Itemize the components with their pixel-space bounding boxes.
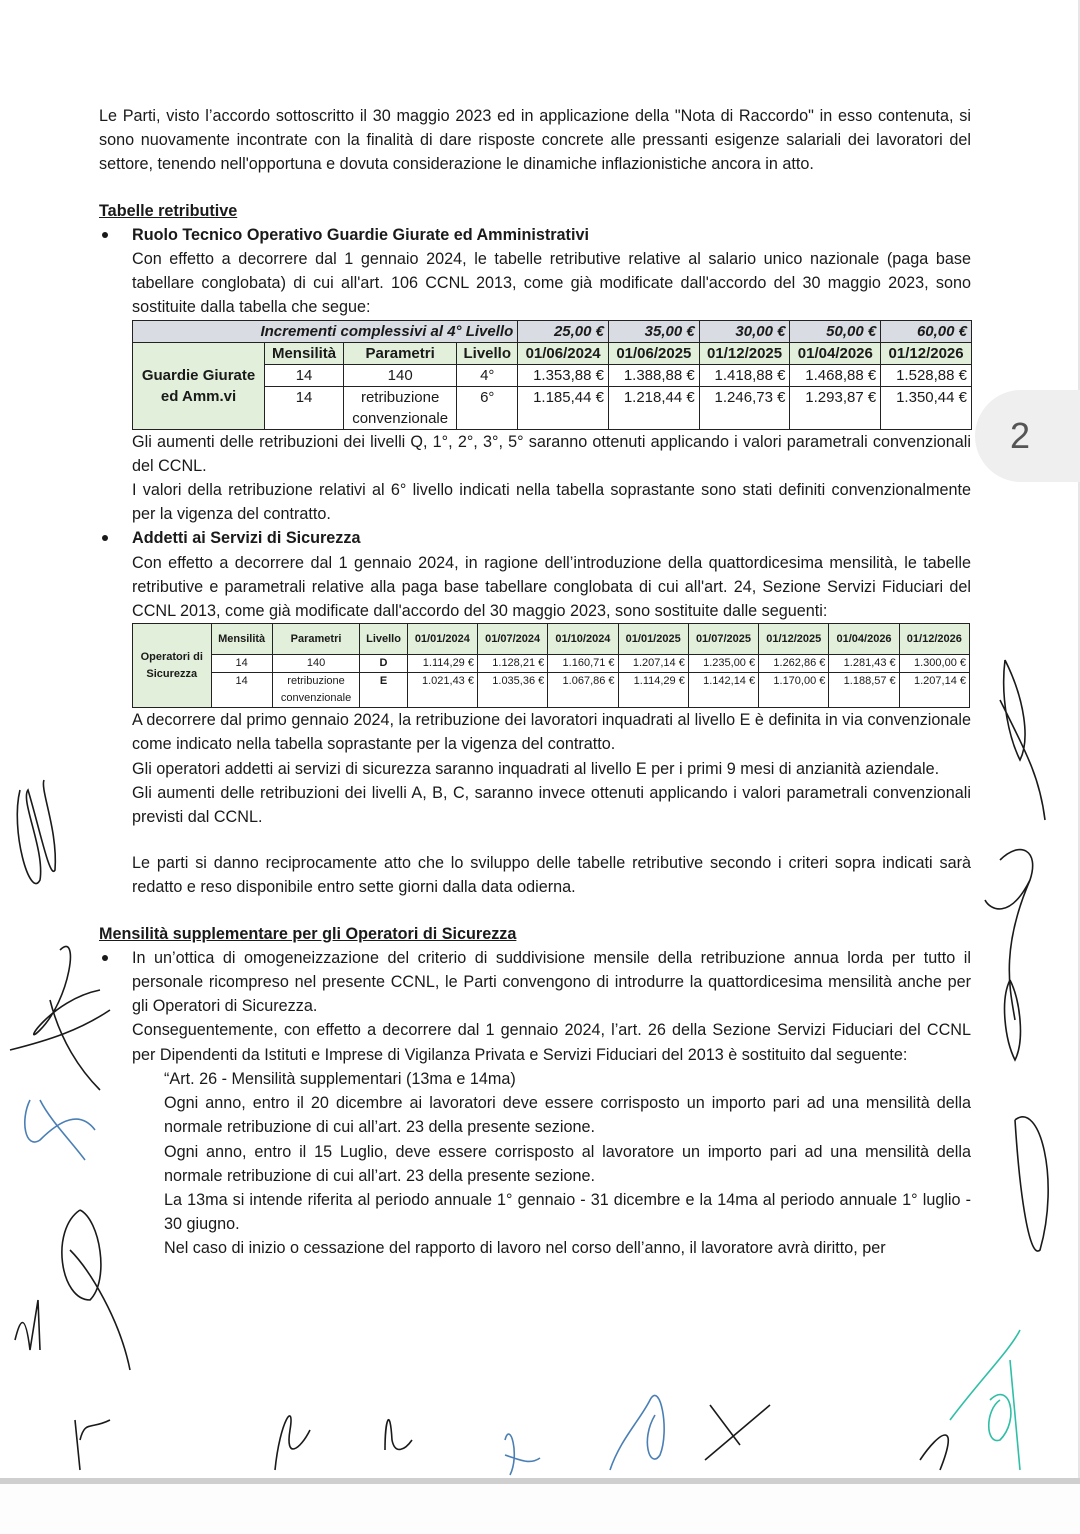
increment-cell: 60,00 € (881, 320, 972, 342)
cell-value: 1.262,86 € (759, 655, 829, 673)
note-paragraph: A decorrere dal primo gennaio 2024, la retribuzione dei lavoratori inquadrati al livello E è definita in via convenzionale come indicato nella tabella soprastante per la vigenza del contratto. (132, 711, 971, 754)
cell-value: 1.388,88 € (608, 364, 699, 386)
cell-value: 1.067,86 € (548, 673, 618, 708)
column-header: Mensilità (265, 342, 344, 364)
bullet-text: Con effetto a decorrere dal 1 gennaio 2024, le tabelle retributive relative al salario unico nazionale (paga base tabellare conglobata) di cui all'art. 106 CCNL 2013, come già modificate dall'accordo del 30 maggio 2023, sono sostituite dalla tabella che segue: (132, 250, 971, 317)
cell-value: 1.300,00 € (899, 655, 969, 673)
cell-parametri-line1: retribuzione (360, 388, 440, 406)
cell-value: 1.188,57 € (829, 673, 899, 708)
column-header: 01/04/2026 (790, 342, 881, 364)
column-header: Livello (457, 342, 518, 364)
page-number-badge: 2 (975, 390, 1080, 482)
cell-mensilita: 14 (265, 386, 344, 429)
row-group-label-line2: Sicurezza (146, 667, 198, 680)
column-header: Parametri (272, 624, 360, 655)
cell-parametri-line2: convenzionale (352, 409, 449, 427)
column-header: Livello (360, 624, 407, 655)
column-header: 01/12/2025 (759, 624, 829, 655)
cell-parametri: 140 (344, 364, 457, 386)
intro-paragraph: Le Parti, visto l’accordo sottoscritto il 30 maggio 2023 ed in applicazione della "Nota di Raccordo" in esso contenuta, si sono nuovamente incontrate con la finalità di dare risposte concrete alle pressanti esigenze salariali dei lavoratori del settore, tenendo nell'opportuna e dovuta considerazione le dinamiche inflazionistiche ancora in atto. (99, 107, 971, 174)
section-title-mensilita: Mensilità supplementare per gli Operatori di Sicurezza (99, 924, 517, 943)
cell-value: 1.235,00 € (688, 655, 758, 673)
bullet-text: In un’ottica di omogeneizzazione del criterio di suddivisione mensile della retribuzione annua lorda per tutto il personale ricompreso nel presente CCNL, le Parti convengono di introdurre la quattordicesima mensilità anche per gli Operatori di Sicurezza. (132, 948, 971, 1016)
row-group-label-line1: Operatori di (140, 650, 203, 663)
note-paragraph: Gli operatori addetti ai servizi di sicurezza saranno inquadrati al livello E per i primi 9 mesi di anzianità aziendale. (132, 759, 940, 778)
column-header: 01/06/2024 (518, 342, 609, 364)
cell-value: 1.142,14 € (688, 673, 758, 708)
cell-livello: D (360, 655, 407, 673)
article-paragraph: Nel caso di inizio o cessazione del rapporto di lavoro nel corso dell’anno, il lavoratore avrà diritto, per (164, 1239, 886, 1258)
increment-cell: 35,00 € (608, 320, 699, 342)
note-paragraph: Gli aumenti delle retribuzioni dei livelli A, B, C, saranno invece ottenuti applicando i valori parametrali convenzionali previsti dal CCNL. (132, 783, 971, 827)
note-paragraph: Le parti si danno reciprocamente atto che lo sviluppo delle tabelle retributive secondo i criteri sopra indicati sarà redatto e reso disponibile entro sette giorni dalla data odierna. (132, 854, 971, 897)
cell-livello: 4° (457, 364, 518, 386)
increment-cell: 50,00 € (790, 320, 881, 342)
article-paragraph: Ogni anno, entro il 15 Luglio, deve essere corrisposto al lavoratore un importo pari ad una mensilità della normale retribuzione di cui all’art. 23 della presente sezione. (164, 1142, 971, 1185)
increments-label: Incrementi complessivi al 4° Livello (133, 320, 518, 342)
increment-cell: 30,00 € (699, 320, 790, 342)
cell-value: 1.246,73 € (699, 386, 790, 429)
cell-value: 1.021,43 € (407, 673, 477, 708)
cell-value: 1.353,88 € (518, 364, 609, 386)
cell-value: 1.468,88 € (790, 364, 881, 386)
cell-parametri-line1: retribuzione (287, 675, 345, 688)
cell-value: 1.170,00 € (759, 673, 829, 708)
section-title-tabelle: Tabelle retributive (99, 201, 238, 220)
column-header: 01/12/2025 (699, 342, 790, 364)
cell-value: 1.281,43 € (829, 655, 899, 673)
article-paragraph: Ogni anno, entro il 20 dicembre ai lavoratori deve essere corrisposto un importo pari ad una mensilità della normale retribuzione di cui all’art. 23 della presente sezione. (164, 1094, 971, 1137)
column-header: 01/04/2026 (829, 624, 899, 655)
cell-value: 1.293,87 € (790, 386, 881, 429)
row-group-label-line2: ed Amm.vi (160, 387, 237, 405)
cell-value: 1.128,21 € (477, 655, 547, 673)
column-header: Parametri (344, 342, 457, 364)
bullet-heading: Ruolo Tecnico Operativo Guardie Giurate ed Amministrativi (132, 225, 589, 244)
increment-cell: 25,00 € (518, 320, 609, 342)
column-header: Mensilità (211, 624, 272, 655)
cell-value: 1.207,14 € (899, 673, 969, 708)
cell-parametri: 140 (272, 655, 360, 673)
cell-livello: E (360, 673, 407, 708)
cell-mensilita: 14 (211, 673, 272, 708)
column-header: 01/06/2025 (608, 342, 699, 364)
column-header: 01/07/2025 (688, 624, 758, 655)
column-header: 01/01/2024 (407, 624, 477, 655)
article-title: “Art. 26 - Mensilità supplementari (13ma e 14ma) (164, 1069, 516, 1088)
next-page-area (0, 1484, 1080, 1534)
column-header: 01/12/2026 (881, 342, 972, 364)
cell-value: 1.418,88 € (699, 364, 790, 386)
cell-value: 1.185,44 € (518, 386, 609, 429)
cell-parametri-line2: convenzionale (280, 692, 352, 705)
cell-value: 1.114,29 € (407, 655, 477, 673)
cell-value: 1.350,44 € (881, 386, 972, 429)
cell-mensilita: 14 (211, 655, 272, 673)
article-paragraph: La 13ma si intende riferita al periodo annuale 1° gennaio - 31 dicembre e la 14ma al periodo annuale 1° luglio - 30 giugno. (164, 1190, 971, 1234)
cell-livello: 6° (457, 386, 518, 429)
row-group-label-line1: Guardie Giurate (141, 366, 256, 384)
column-header: 01/07/2024 (477, 624, 547, 655)
cell-value: 1.218,44 € (608, 386, 699, 429)
cell-value: 1.114,29 € (618, 673, 688, 708)
cell-value: 1.528,88 € (881, 364, 972, 386)
column-header: 01/10/2024 (548, 624, 618, 655)
note-paragraph: I valori della retribuzione relativi al 6° livello indicati nella tabella soprastante sono stati definiti convenzionalmente per la vigenza del contratto. (132, 481, 971, 524)
note-paragraph: Gli aumenti delle retribuzioni dei livelli Q, 1°, 2°, 3°, 5° saranno ottenuti applicando i valori parametrali convenzionali del CCNL. (132, 432, 971, 475)
cell-value: 1.207,14 € (618, 655, 688, 673)
cell-value: 1.160,71 € (548, 655, 618, 673)
column-header: 01/01/2025 (618, 624, 688, 655)
cell-mensilita: 14 (265, 364, 344, 386)
bullet-text: Conseguentemente, con effetto a decorrere dal 1 gennaio 2024, l’art. 26 della Sezione Servizi Fiduciari del CCNL per Dipendenti da Istituti e Imprese di Vigilanza Privata e Servizi Fiduciari del 2013 è sostituito dal seguente: (132, 1021, 971, 1064)
cell-value: 1.035,36 € (477, 673, 547, 708)
bullet-text: Con effetto a decorrere dal 1 gennaio 2024, in ragione dell’introduzione della quattordicesima mensilità, le tabelle retributive e parametrali relative alla paga base tabellare conglobata di cui all'art. 24, Sezione Servizi Fiduciari del CCNL 2013, come già modificate dall'accordo del 30 maggio 2023, sono sostituite dalle seguenti: (132, 553, 971, 621)
bullet-heading: Addetti ai Servizi di Sicurezza (132, 529, 361, 548)
column-header: 01/12/2026 (899, 624, 969, 655)
